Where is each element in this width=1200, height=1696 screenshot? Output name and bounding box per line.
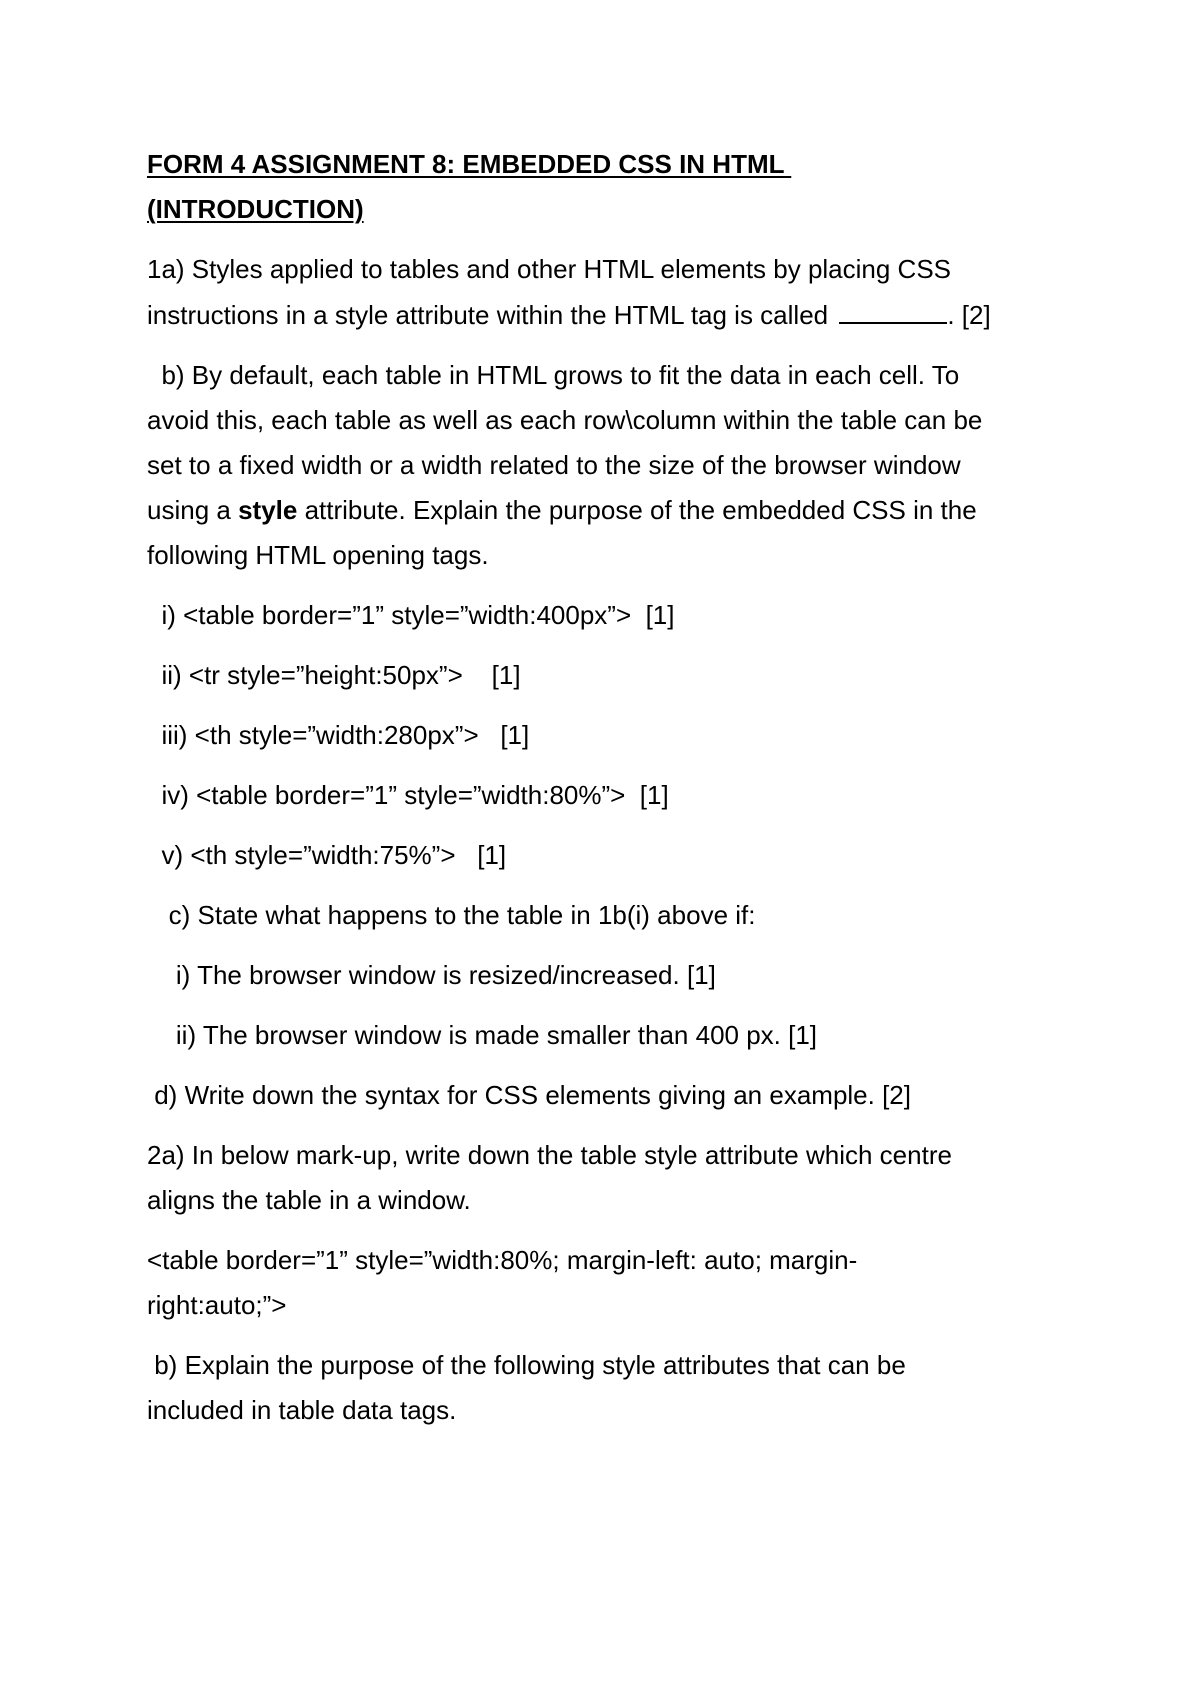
q1a-line-1: 1a) Styles applied to tables and other HTML elements by placing CSS xyxy=(147,254,952,284)
q1b-item-iii: iii) <th style=”width:280px”> [1] xyxy=(147,720,530,750)
q1b-line-4 xyxy=(147,495,977,525)
q2a-line-1: 2a) In below mark-up, write down the table style attribute which centre xyxy=(147,1140,952,1170)
q2a-code-line-1: <table border=”1” style=”width:80%; margin-left: auto; margin- xyxy=(147,1245,858,1275)
q1b-item-v: v) <th style=”width:75%”> [1] xyxy=(147,840,507,870)
q1b-line-5: following HTML opening tags. xyxy=(147,540,489,570)
title-line-1: FORM 4 ASSIGNMENT 8: EMBEDDED CSS IN HTML xyxy=(147,149,792,179)
style-keyword: style xyxy=(238,495,298,525)
q1b-item-ii: ii) <tr style=”height:50px”> [1] xyxy=(147,660,521,690)
q2b-line-1: b) Explain the purpose of the following style attributes that can be xyxy=(147,1350,906,1380)
q1c: c) State what happens to the table in 1b(i) above if: xyxy=(147,900,756,930)
q1d: d) Write down the syntax for CSS elements giving an example. [2] xyxy=(147,1080,911,1110)
q1b-line-2: avoid this, each table as well as each row\column within the table can be xyxy=(147,405,983,435)
q2a-line-2: aligns the table in a window. xyxy=(147,1185,471,1215)
q1b-line-4-post: attribute. Explain the purpose of the embedded CSS in the xyxy=(297,495,977,525)
title-line-2: (INTRODUCTION) xyxy=(147,194,364,224)
q1a-line-2-text: instructions in a style attribute within the HTML tag is called xyxy=(147,300,829,330)
q1b-line-4-pre: using a xyxy=(147,495,239,525)
q2b-line-2: included in table data tags. xyxy=(147,1395,457,1425)
q1c-item-ii: ii) The browser window is made smaller than 400 px. [1] xyxy=(147,1020,818,1050)
q1b-item-i: i) <table border=”1” style=”width:400px”> [1] xyxy=(147,600,675,630)
q1a-line-2 xyxy=(147,300,991,330)
q1a-marks: . [2] xyxy=(947,300,991,330)
q1b-line-1: b) By default, each table in HTML grows to fit the data in each cell. To xyxy=(147,360,960,390)
answer-blank xyxy=(839,300,947,324)
q1b-item-iv: iv) <table border=”1” style=”width:80%”> [1] xyxy=(147,780,669,810)
q2a-code-line-2: right:auto;”> xyxy=(147,1290,287,1320)
q1c-item-i: i) The browser window is resized/increased. [1] xyxy=(147,960,716,990)
q1b-line-3: set to a fixed width or a width related to the size of the browser window xyxy=(147,450,961,480)
